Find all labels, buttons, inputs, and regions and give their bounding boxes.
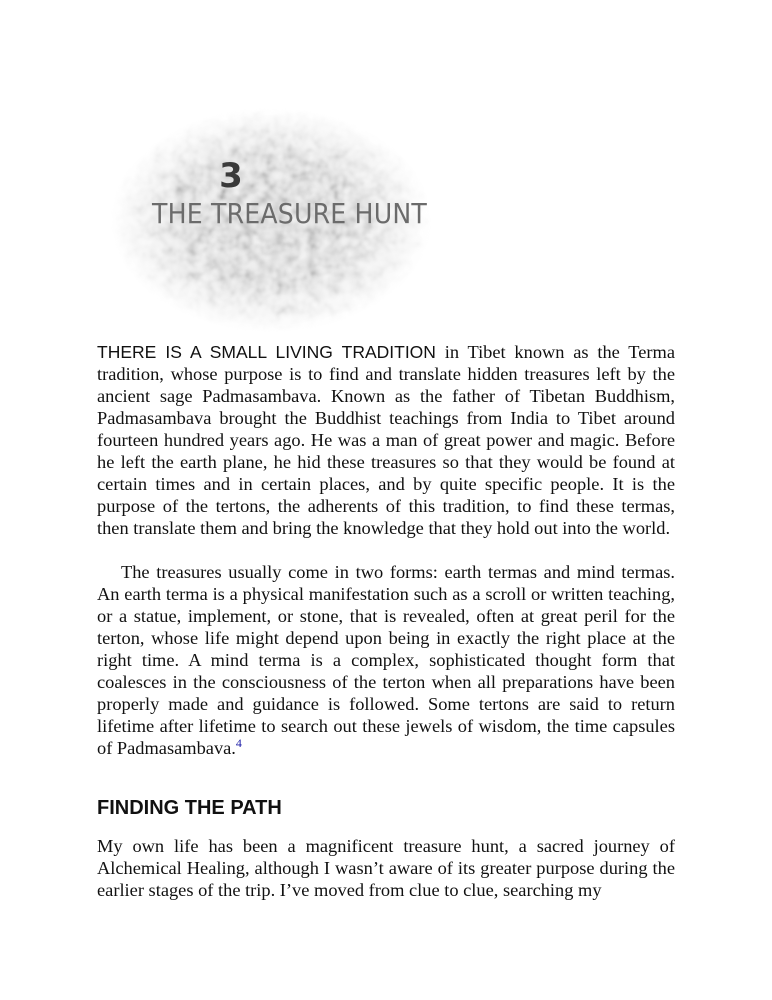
chapter-title: THE TREASURE HUNT [152,197,427,230]
paragraph-finding-path [97,835,675,901]
section-heading: FINDING THE PATH [97,797,282,819]
paragraph-lead-in: THERE IS A SMALL LIVING TRADITION [97,342,436,362]
chapter-number: 3 [219,156,243,196]
footnote-link[interactable]: 4 [235,735,242,750]
paragraph-text: My own life has been a magnificent treasure hunt, a sacred journey of Alchemical Healing, although I wasn’t aware of its greater purpose during the earlier stages of the trip. I’ve moved from clue to clue, searching my [97,836,675,900]
paragraph-text: in Tibet known as the Terma tradition, whose purpose is to find and translate hidden treasures left by the ancient sage Padmasambava. Known as the father of Tibetan Buddhism, Padmasambava brought the Buddhist teachings from India to Tibet around fourteen hundred years ago. He was a man of great power and magic. Before he left the earth plane, he hid these treasures so that they would be found at certain times and in certain places, and by quite specific people. It is the purpose of the tertons, the adherents of this tradition, to find these termas, then translate them and bring the knowledge that they hold out into the world. [97,342,675,538]
paragraph-text: The treasures usually come in two forms: earth termas and mind termas. An earth terma is a physical manifestation such as a scroll or written teaching, or a statue, implement, or stone, that is revealed, often at great peril for the terton, whose life might depend upon being in exactly the right place at the right time. A mind terma is a complex, sophisticated thought form that coalesces in the consciousness of the terton when all preparations have been properly made and guidance is followed. Some tertons are said to return lifetime after lifetime to search out these jewels of wisdom, the time capsules of Padmasambava. [97,562,675,758]
paragraph-terma-forms [97,561,675,759]
paragraph-intro [97,341,675,539]
